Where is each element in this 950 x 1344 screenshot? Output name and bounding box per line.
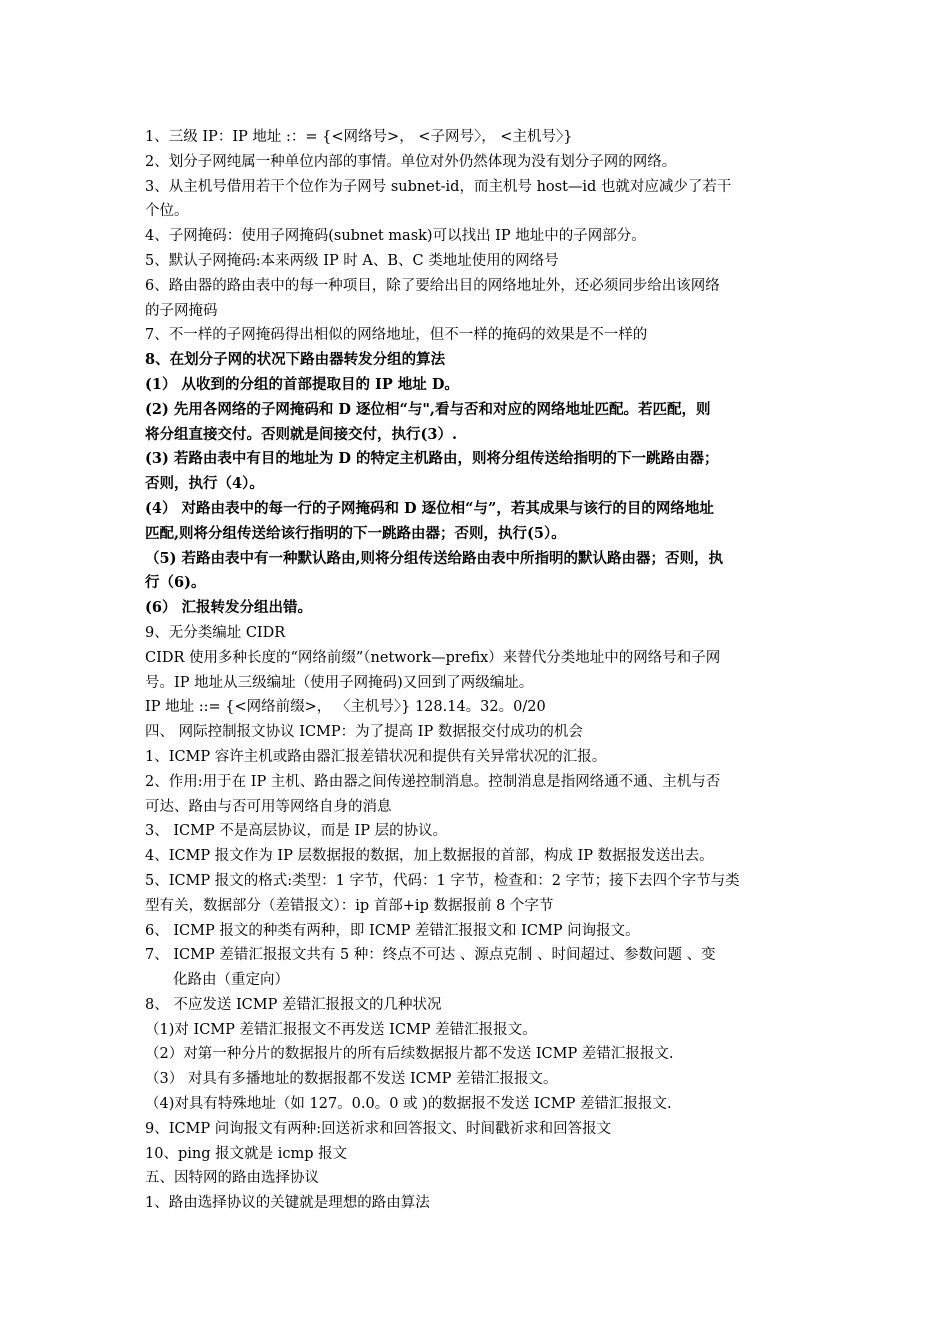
text-line: (6） 汇报转发分组出错。 xyxy=(145,599,312,617)
text-line: 五、因特网的路由选择协议 xyxy=(145,1170,319,1187)
text-line: 号。IP 地址从三级编址（使用子网掩码)又回到了两级编址。 xyxy=(145,674,534,691)
text-line: （5) 若路由表中有一种默认路由,则将分组传送给路由表中所指明的默认路由器；否则，执 xyxy=(145,549,724,567)
text-line: 9、ICMP 问询报文有两种:回送祈求和回答报文、时间戳祈求和回答报文 xyxy=(145,1120,612,1137)
text-line: 9、无分类编址 CIDR xyxy=(145,624,286,641)
text-line: 将分组直接交付。否则就是间接交付，执行(3）. xyxy=(145,425,457,443)
text-line: 型有关，数据部分（差错报文）：ip 首部+ip 数据报前 8 个字节 xyxy=(145,897,554,914)
text-line: 5、ICMP 报文的格式:类型：1 字节，代码：1 字节，检查和：2 字节；接下去四个字节与类 xyxy=(145,872,740,889)
text-line: （3） 对具有多播地址的数据报都不发送 ICMP 差错汇报报文。 xyxy=(145,1071,558,1088)
text-line: 否则，执行（4）。 xyxy=(145,475,264,493)
text-line: 可达、路由与否可用等网络自身的消息 xyxy=(145,798,392,815)
text-line: (2) 先用各网络的子网掩码和 D 逐位相“与",看与否和对应的网络地址匹配。若匹配，则 xyxy=(145,400,711,418)
text-line: （1)对 ICMP 差错汇报报文不再发送 ICMP 差错汇报报文。 xyxy=(145,1021,537,1038)
text-line: IP 地址 ::= {<网络前缀>， 〈主机号〉} 128.14。32。0/20 xyxy=(145,699,546,716)
text-line: 1、ICMP 容许主机或路由器汇报差错状况和提供有关异常状况的汇报。 xyxy=(145,748,607,765)
text-line: 3、 ICMP 不是高层协议，而是 IP 层的协议。 xyxy=(145,823,448,840)
text-line: 匹配,则将分组传送给该行指明的下一跳路由器；否则，执行(5）。 xyxy=(145,524,566,542)
text-line: 的子网掩码 xyxy=(145,302,218,319)
text-line: 7、不一样的子网掩码得出相似的网络地址，但不一样的掩码的效果是不一样的 xyxy=(145,327,648,344)
text-line: 四、 网际控制报文协议 ICMP：为了提高 IP 数据报交付成功的机会 xyxy=(145,724,583,741)
text-line: 7、 ICMP 差错汇报报文共有 5 种：终点不可达 、源点克制 、时间超过、参数问题 、变 xyxy=(145,947,716,964)
text-line: 6、路由器的路由表中的每一种项目，除了要给出目的网络地址外，还必须同步给出该网络 xyxy=(145,277,720,294)
text-line: 2、作用:用于在 IP 主机、路由器之间传递控制消息。控制消息是指网络通不通、主机与否 xyxy=(145,773,721,790)
text-line: （2）对第一种分片的数据报片的所有后续数据报片都不发送 ICMP 差错汇报报文. xyxy=(145,1046,674,1063)
text-line: 4、ICMP 报文作为 IP 层数据报的数据，加上数据报的首部，构成 IP 数据报发送出去。 xyxy=(145,848,714,865)
text-line: 1、路由选择协议的关键就是理想的路由算法 xyxy=(145,1195,430,1212)
document-body xyxy=(145,125,810,1216)
text-line: 个位。 xyxy=(145,203,189,220)
text-line: 6、 ICMP 报文的种类有两种，即 ICMP 差错汇报报文和 ICMP 问询报文。 xyxy=(145,922,640,939)
text-line: 行（6)。 xyxy=(145,574,206,592)
text-line: 化路由（重定向） xyxy=(173,972,289,989)
text-line: (4） 对路由表中的每一行的子网掩码和 D 逐位相“与”，若其成果与该行的目的网络地址 xyxy=(145,499,714,517)
text-line: 3、从主机号借用若干个位作为子网号 subnet-id，而主机号 host—id 也就对应减少了若干 xyxy=(145,178,732,195)
text-line: (1） 从收到的分组的首部提取目的 IP 地址 D。 xyxy=(145,375,459,393)
text-line: 8、 不应发送 ICMP 差错汇报报文的几种状况 xyxy=(145,996,442,1013)
text-line: （4)对具有特殊地址（如 127。0.0。0 或 )的数据报不发送 ICMP 差错汇报报文. xyxy=(145,1096,672,1113)
text-line: 5、默认子网掩码:本来两级 IP 时 A、B、C 类地址使用的网络号 xyxy=(145,252,559,269)
text-line: 4、子网掩码：使用子网掩码(subnet mask)可以找出 IP 地址中的子网部分。 xyxy=(145,228,646,245)
text-line: 10、ping 报文就是 icmp 报文 xyxy=(145,1145,348,1162)
text-line: 2、划分子网纯属一种单位内部的事情。单位对外仍然体现为没有划分子网的网络。 xyxy=(145,153,677,170)
text-line: CIDR 使用多种长度的“网络前缀”（network—prefix）来替代分类地址中的网络号和子网 xyxy=(145,649,721,666)
text-line: 8、在划分子网的状况下路由器转发分组的算法 xyxy=(145,351,446,369)
text-line: 1、三级 IP：IP 地址 :：= {<网络号>， <子网号〉， <主机号〉} xyxy=(145,129,573,145)
text-line: (3) 若路由表中有目的地址为 D 的特定主机路由，则将分组传送给指明的下一跳路由器； xyxy=(145,450,719,468)
